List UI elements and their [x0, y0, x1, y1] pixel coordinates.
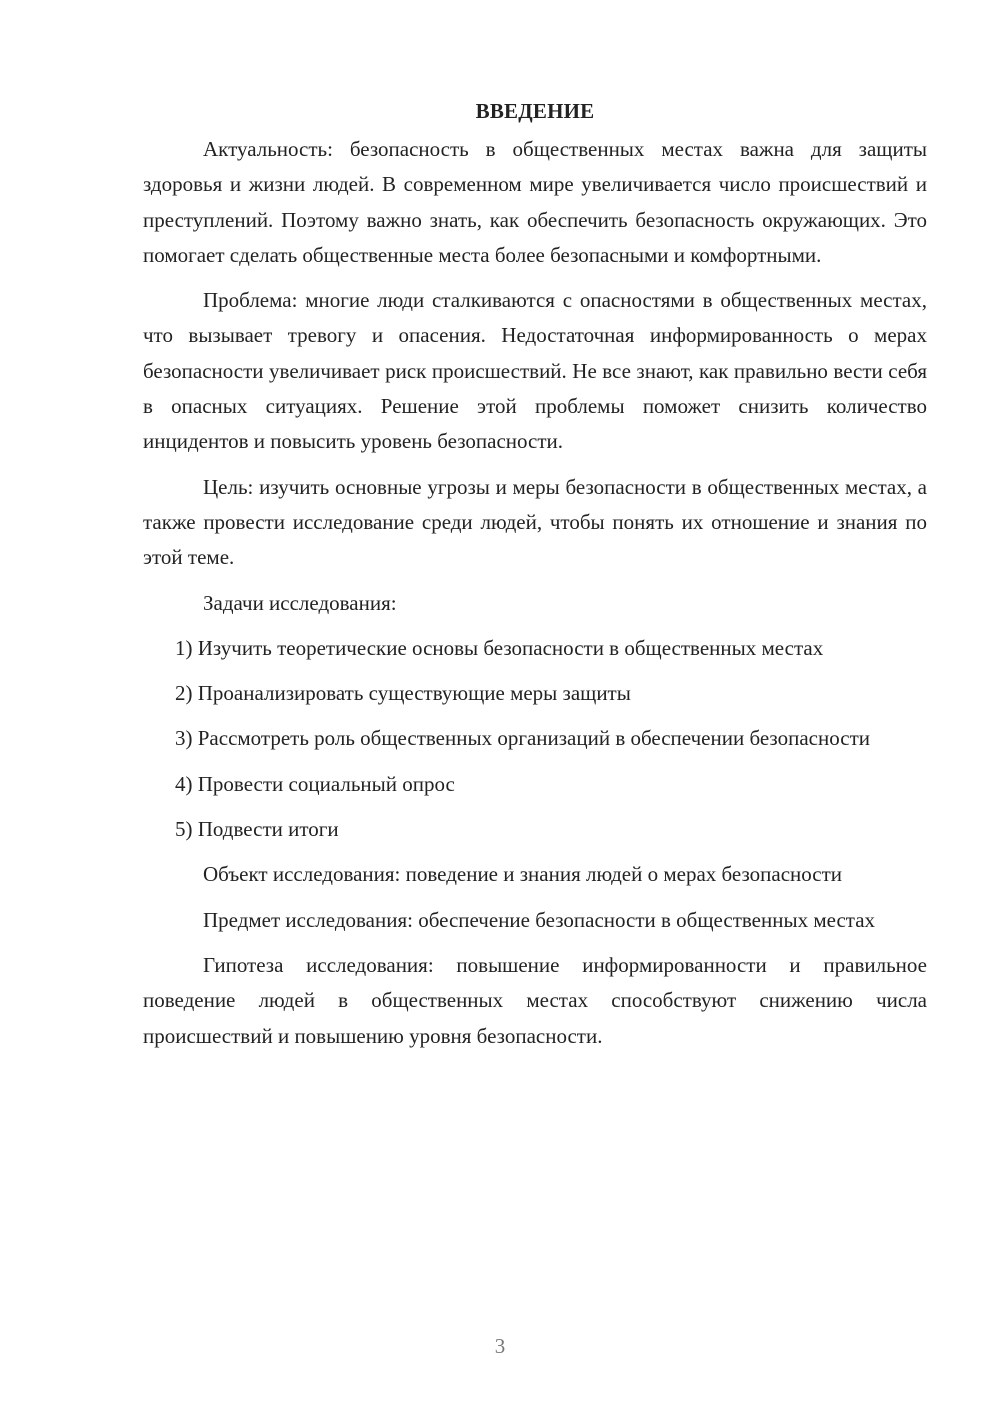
task-item-5: 5) Подвести итоги	[175, 817, 339, 842]
task-item-2: 2) Проанализировать существующие меры защиты	[175, 681, 631, 706]
document-page	[143, 96, 927, 1054]
page-number: 3	[494, 1334, 506, 1358]
paragraph-subject: Предмет исследования: обеспечение безопасности в общественных местах	[203, 907, 876, 932]
paragraph-goal: Цель: изучить основные угрозы и меры безопасности в общественных местах, а также провести исследование среди людей, чтобы понять их отношение и знания по этой теме.	[143, 474, 927, 570]
task-item-1: 1) Изучить теоретические основы безопасности в общественных местах	[175, 635, 824, 660]
paragraph-relevance: Актуальность: безопасность в общественных местах важна для защиты здоровья и жизни людей. В современном мире увеличивается число происшествий и преступлений. Поэтому важно знать, как обеспечить безопасность окружающих. Это помогает сделать общественные места более безопасными и комфортными.	[143, 137, 927, 267]
task-item-3: 3) Рассмотреть роль общественных организаций в обеспечении безопасности	[175, 726, 870, 751]
paragraph-tasks-heading: Задачи исследования:	[203, 590, 397, 615]
task-item-4: 4) Провести социальный опрос	[175, 771, 455, 796]
paragraph-problem: Проблема: многие люди сталкиваются с опасностями в общественных местах, что вызывает тревогу и опасения. Недостаточная информированность о мерах безопасности увеличивает риск происшествий. Не все знают, как правильно вести себя в опасных ситуациях. Решение этой проблемы поможет снизить количество инцидентов и повысить уровень безопасности.	[143, 288, 927, 454]
paragraph-hypothesis: Гипотеза исследования: повышение информированности и правильное поведение людей в общественных местах способствуют снижению числа происшествий и повышению уровня безопасности.	[143, 952, 927, 1048]
paragraph-object: Объект исследования: поведение и знания людей о мерах безопасности	[203, 862, 843, 887]
section-title: ВВЕДЕНИЕ	[475, 99, 595, 123]
